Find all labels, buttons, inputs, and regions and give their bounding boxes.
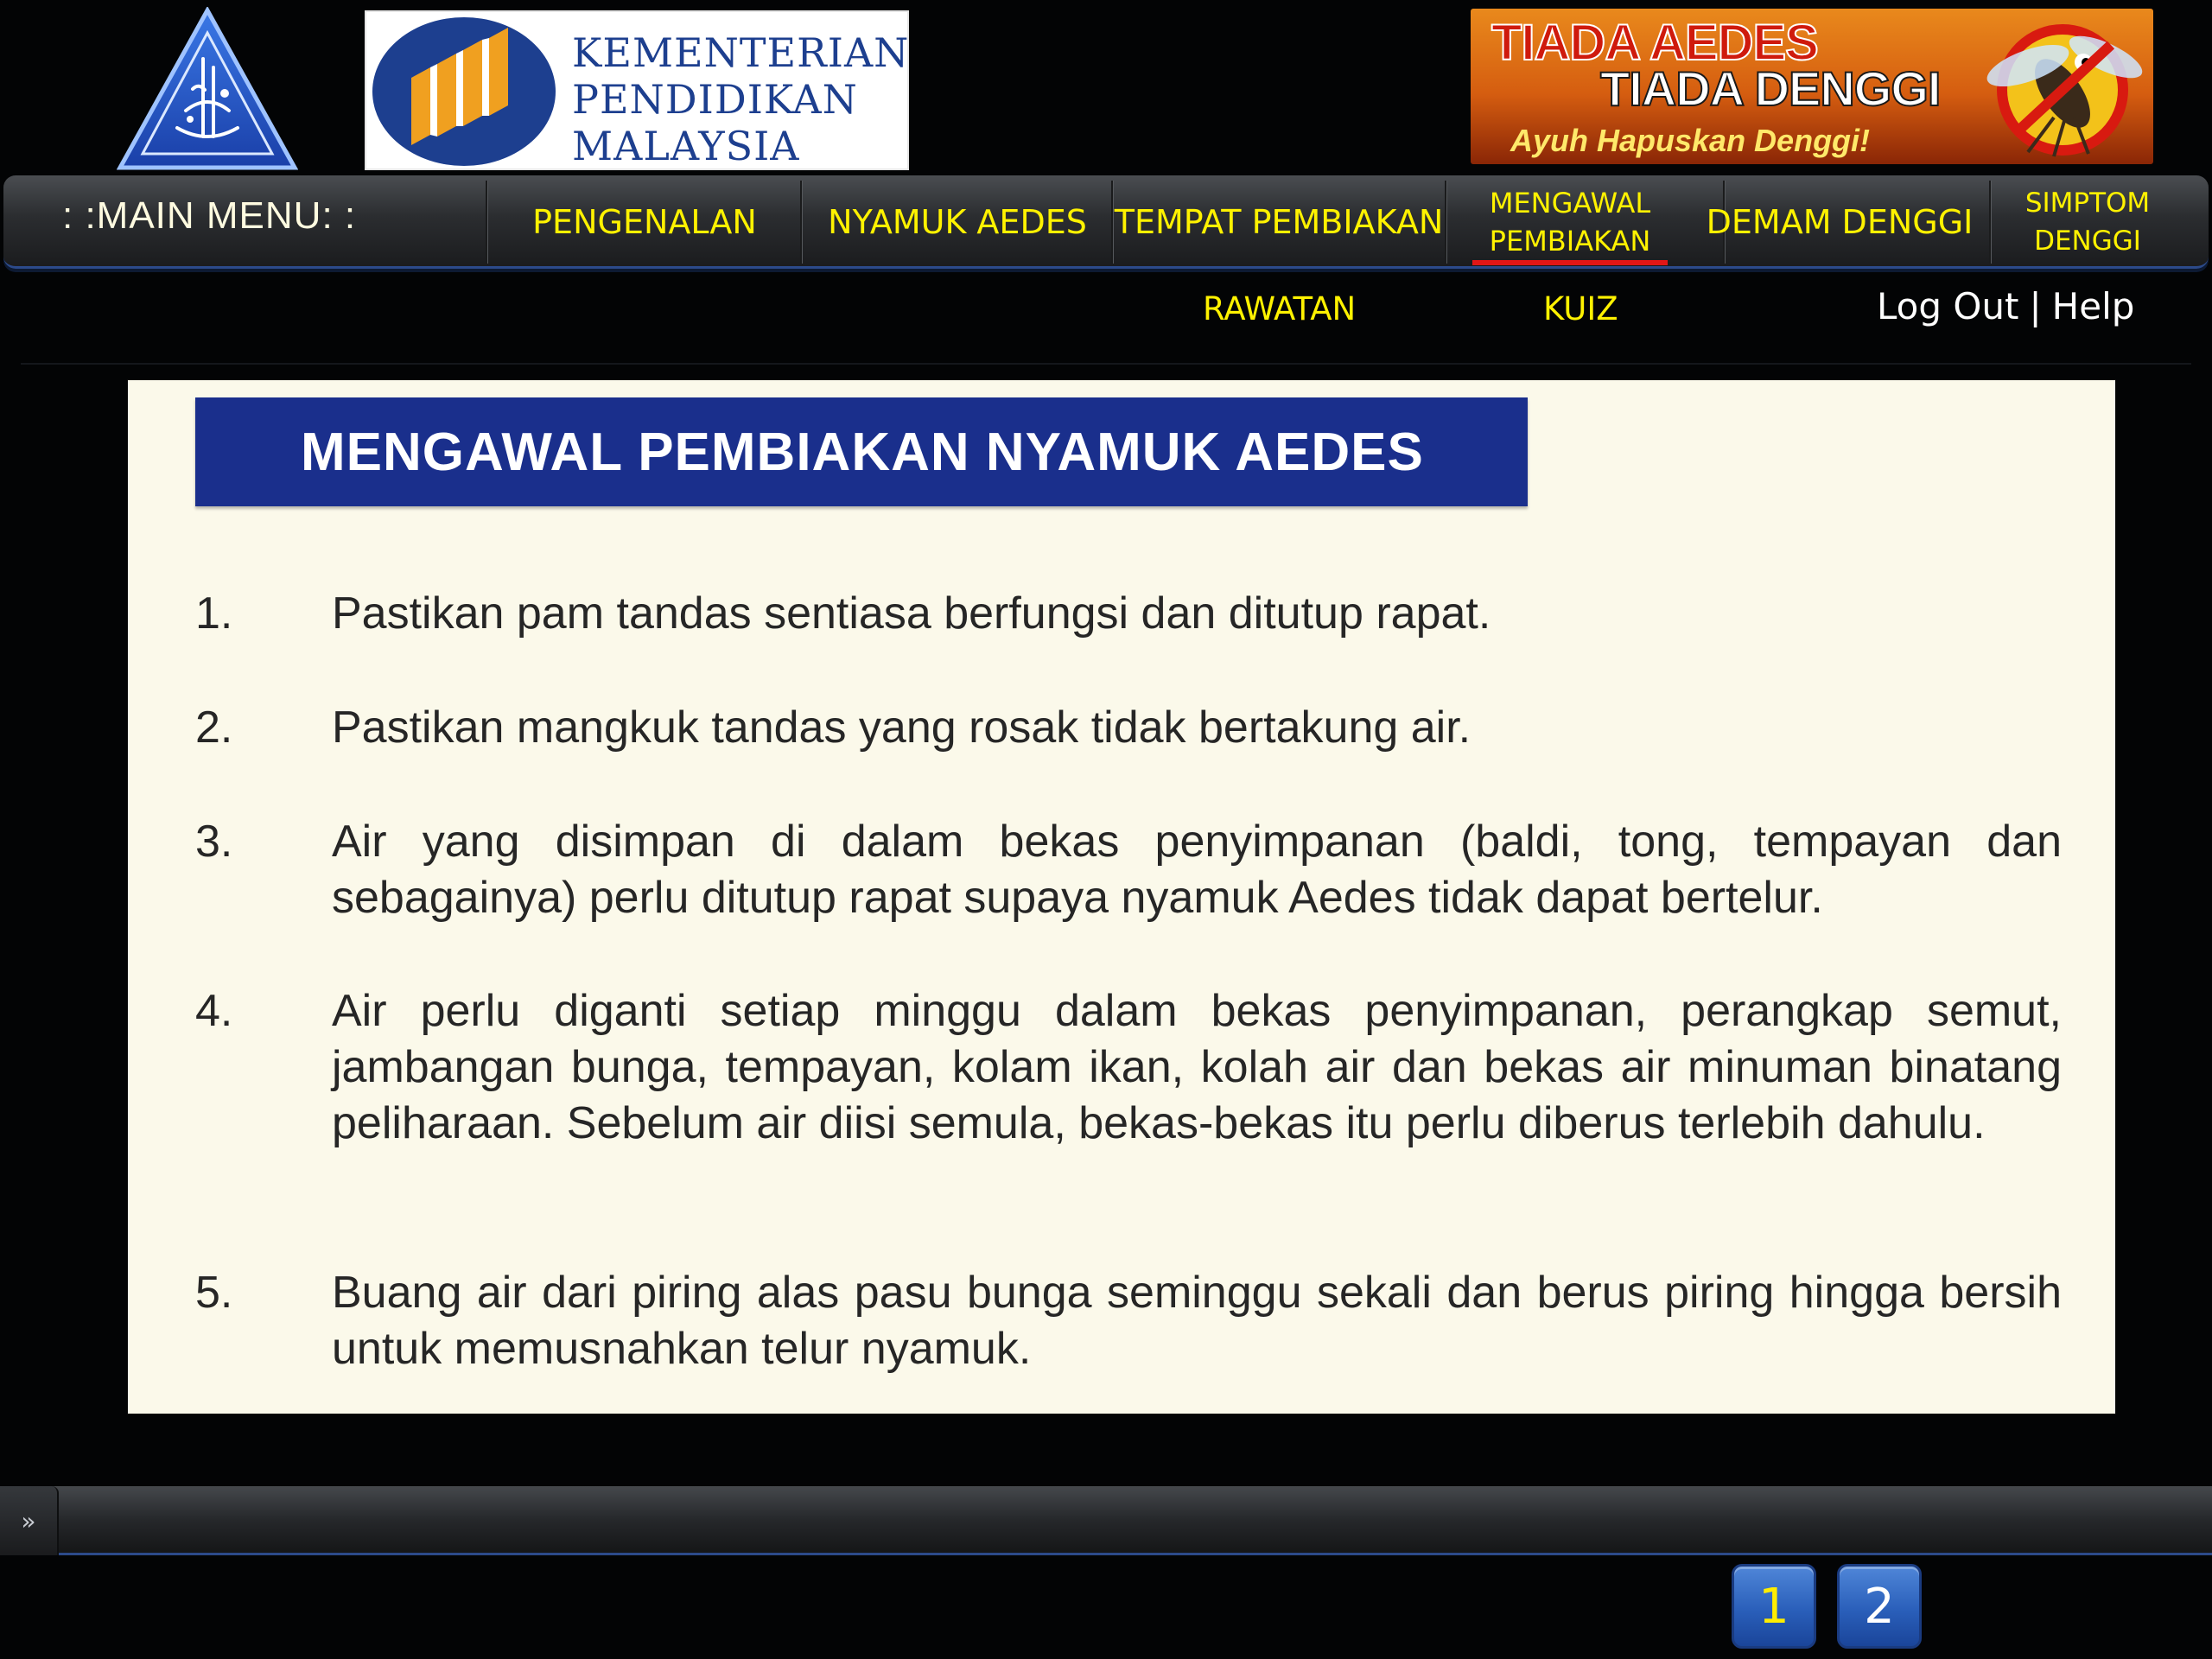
auth-separator: | [2029, 285, 2042, 327]
list-item-text: Air perlu diganti setiap minggu dalam bekas penyimpanan, perangkap semut, jambangan bunga, tempayan, kolam ikan, kolah air dan bekas air minuman binatang peliharaan. Sebelum air diisi semula, bekas-bekas itu perlu diberus terlebih dahulu. [332, 986, 2062, 1148]
list-item-text: Pastikan pam tandas sentiasa berfungsi dan ditutup rapat. [332, 588, 1491, 639]
pagination [1732, 1564, 1922, 1650]
main-menu-label: : :MAIN MENU: : [62, 194, 357, 237]
nav-item-label-line-1: MENGAWAL [1489, 187, 1651, 219]
list-item-text: Air yang disimpan di dalam bekas penyimpanan (baldi, tong, tempayan dan sebagainya) perlu ditutup rapat supaya nyamuk Aedes tidak dapat bertelur. [332, 817, 2062, 923]
nav-item-label: DEMAM DENGGI [1706, 203, 1974, 241]
list-item-text: Pastikan mangkuk tandas yang rosak tidak bertakung air. [332, 702, 1471, 753]
nav-item-label-line-1: SIMPTOM [2024, 188, 2151, 219]
list-item-text: Buang air dari piring alas pasu bunga seminggu sekali dan berus piring hingga bersih untuk memusnahkan telur nyamuk. [332, 1268, 2062, 1374]
banner-line-3: Ayuh Hapuskan Denggi! [1510, 123, 1871, 158]
nav-item-rawatan[interactable]: RAWATAN [1203, 290, 1357, 327]
list-item-number: 1. [195, 588, 233, 639]
campaign-banner [1471, 9, 2153, 164]
auth-links [1877, 285, 2134, 327]
nav-divider [1989, 181, 1991, 264]
kpm-line-2: PENDIDIKAN [572, 76, 858, 123]
list-item [195, 814, 2062, 926]
nav-item-kuiz[interactable]: KUIZ [1543, 290, 1618, 327]
banner-line-1: TIADA AEDES [1491, 15, 1818, 71]
double-chevron-right-icon[interactable]: » [0, 1486, 59, 1555]
nav-divider [1111, 181, 1113, 264]
content-panel [128, 380, 2115, 1414]
logout-link[interactable]: Log Out [1877, 285, 2019, 327]
nav-item-tempat-pembiakan[interactable] [1115, 175, 1443, 269]
page-button-2[interactable]: 2 [1837, 1564, 1922, 1649]
list-item [195, 1265, 2062, 1377]
kpm-line-1: KEMENTERIAN [572, 29, 910, 76]
list-item [195, 983, 2062, 1152]
mosquito-no-icon [1967, 14, 2153, 161]
kpm-emblem-icon [370, 16, 558, 168]
kpm-logo [365, 10, 909, 170]
banner-line-2: TIADA DENGGI [1600, 61, 1941, 116]
kpm-logo-text [572, 29, 909, 169]
list-item-number: 5. [195, 1268, 233, 1318]
list-item-number: 2. [195, 702, 233, 753]
nav-item-simptom-denggi[interactable] [1993, 175, 2183, 269]
divider [21, 363, 2191, 365]
list-item [195, 700, 2062, 756]
content-title-bar [195, 397, 1528, 506]
nav-item-pengenalan[interactable] [489, 175, 800, 269]
nav-item-label: PENGENALAN [532, 203, 757, 241]
nav-item-demam-denggi[interactable] [1697, 175, 1982, 269]
kpm-line-3: MALAYSIA [572, 123, 800, 169]
content-title: MENGAWAL PEMBIAKAN NYAMUK AEDES [301, 422, 1424, 482]
nav-divider [1445, 181, 1446, 264]
nav-item-nyamuk-aedes[interactable] [804, 175, 1111, 269]
nav-divider [800, 181, 802, 264]
nav-divider [486, 181, 487, 264]
nav-item-label-line-2: DENGGI [2034, 226, 2141, 257]
footer-bar [0, 1486, 2212, 1555]
list-item-number: 4. [195, 986, 233, 1036]
nav-item-label: TEMPAT PEMBIAKAN [1114, 203, 1444, 241]
nav-item-mengawal-pembiakan[interactable] [1448, 175, 1692, 269]
nav-item-label-line-2: PEMBIAKAN [1489, 225, 1651, 257]
secondary-nav [0, 273, 2212, 342]
jata-crest-icon [117, 7, 298, 173]
header [0, 0, 2212, 177]
help-link[interactable]: Help [2051, 285, 2135, 327]
main-nav-bar [3, 175, 2209, 269]
page-button-1[interactable]: 1 [1732, 1564, 1816, 1649]
list-item [195, 586, 2062, 642]
nav-item-label: NYAMUK AEDES [828, 203, 1087, 241]
list-item-number: 3. [195, 817, 233, 867]
